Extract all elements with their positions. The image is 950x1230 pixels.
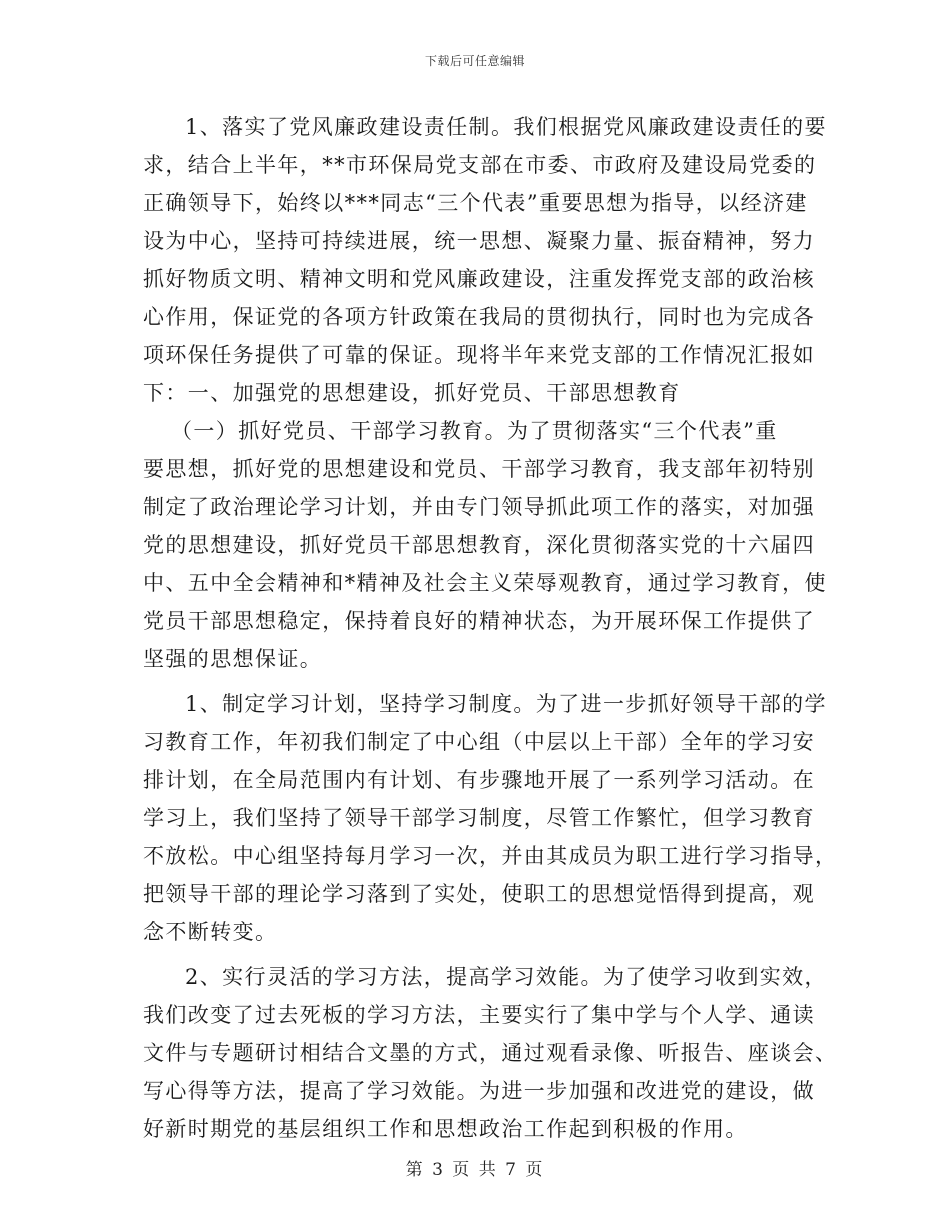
text-line: 文件与专题研讨相结合文墨的方式，通过观看录像、听报告、座谈会、	[143, 1041, 838, 1065]
text-line: 2、实行灵活的学习方法，提高学习效能。为了使学习收到实效，	[185, 965, 827, 989]
text-line: 制定了政治理论学习计划，并由专门领导抓此项工作的落实，对加强	[143, 495, 815, 519]
text-line: 不放松。中心组坚持每月学习一次，并由其成员为职工进行学习指导，	[143, 844, 838, 868]
page-number-footer: 第 3 页 共 7 页	[405, 1160, 545, 1180]
text-line: 项环保任务提供了可靠的保证。现将半年来党支部的工作情况汇报如	[143, 343, 815, 367]
text-line: 党员干部思想稳定，保持着良好的精神状态，为开展环保工作提供了	[143, 609, 815, 633]
text-line: 学习上，我们坚持了领导干部学习制度，尽管工作繁忙，但学习教育	[143, 806, 815, 830]
text-line: 下：一、加强党的思想建设，抓好党员、干部思想教育	[143, 381, 681, 405]
text-line: 坚强的思想保证。	[143, 647, 323, 671]
text-line: 1、制定学习计划，坚持学习制度。为了进一步抓好领导干部的学	[185, 692, 827, 716]
text-line: （一）抓好党员、干部学习教育。为了贯彻落实“三个代表”重	[171, 419, 778, 443]
text-line: 排计划，在全局范围内有计划、有步骤地开展了一系列学习活动。在	[143, 768, 815, 792]
document-body	[143, 108, 838, 1148]
text-line: 中、五中全会精神和*精神及社会主义荣辱观教育，通过学习教育，使	[143, 571, 827, 595]
text-line: 正确领导下，始终以***同志“三个代表”重要思想为指导，以经济建	[143, 191, 808, 215]
text-line: 念不断转变。	[143, 920, 278, 944]
text-line: 抓好物质文明、精神文明和党风廉政建设，注重发挥党支部的政治核	[143, 267, 815, 291]
text-line: 求，结合上半年，**市环保局党支部在市委、市政府及建设局党委的	[143, 153, 817, 177]
text-line: 要思想，抓好党的思想建设和党员、干部学习教育，我支部年初特别	[143, 457, 815, 481]
text-line: 心作用，保证党的各项方针政策在我局的贯彻执行，同时也为完成各	[143, 305, 815, 329]
text-line: 习教育工作，年初我们制定了中心组（中层以上干部）全年的学习安	[143, 730, 815, 754]
text-line: 把领导干部的理论学习落到了实处，使职工的思想觉悟得到提高，观	[143, 882, 815, 906]
text-line: 我们改变了过去死板的学习方法，主要实行了集中学与个人学、通读	[143, 1003, 815, 1027]
text-line: 写心得等方法，提高了学习效能。为进一步加强和改进党的建设，做	[143, 1079, 815, 1103]
text-line: 1、落实了党风廉政建设责任制。我们根据党风廉政建设责任的要	[185, 115, 827, 139]
text-line: 党的思想建设，抓好党员干部思想教育，深化贯彻落实党的十六届四	[143, 533, 815, 557]
page-header-note: 下载后可任意编辑	[424, 54, 525, 68]
text-line: 好新时期党的基层组织工作和思想政治工作起到积极的作用。	[143, 1117, 748, 1141]
text-line: 设为中心，坚持可持续进展，统一思想、凝聚力量、振奋精神，努力	[143, 229, 815, 253]
